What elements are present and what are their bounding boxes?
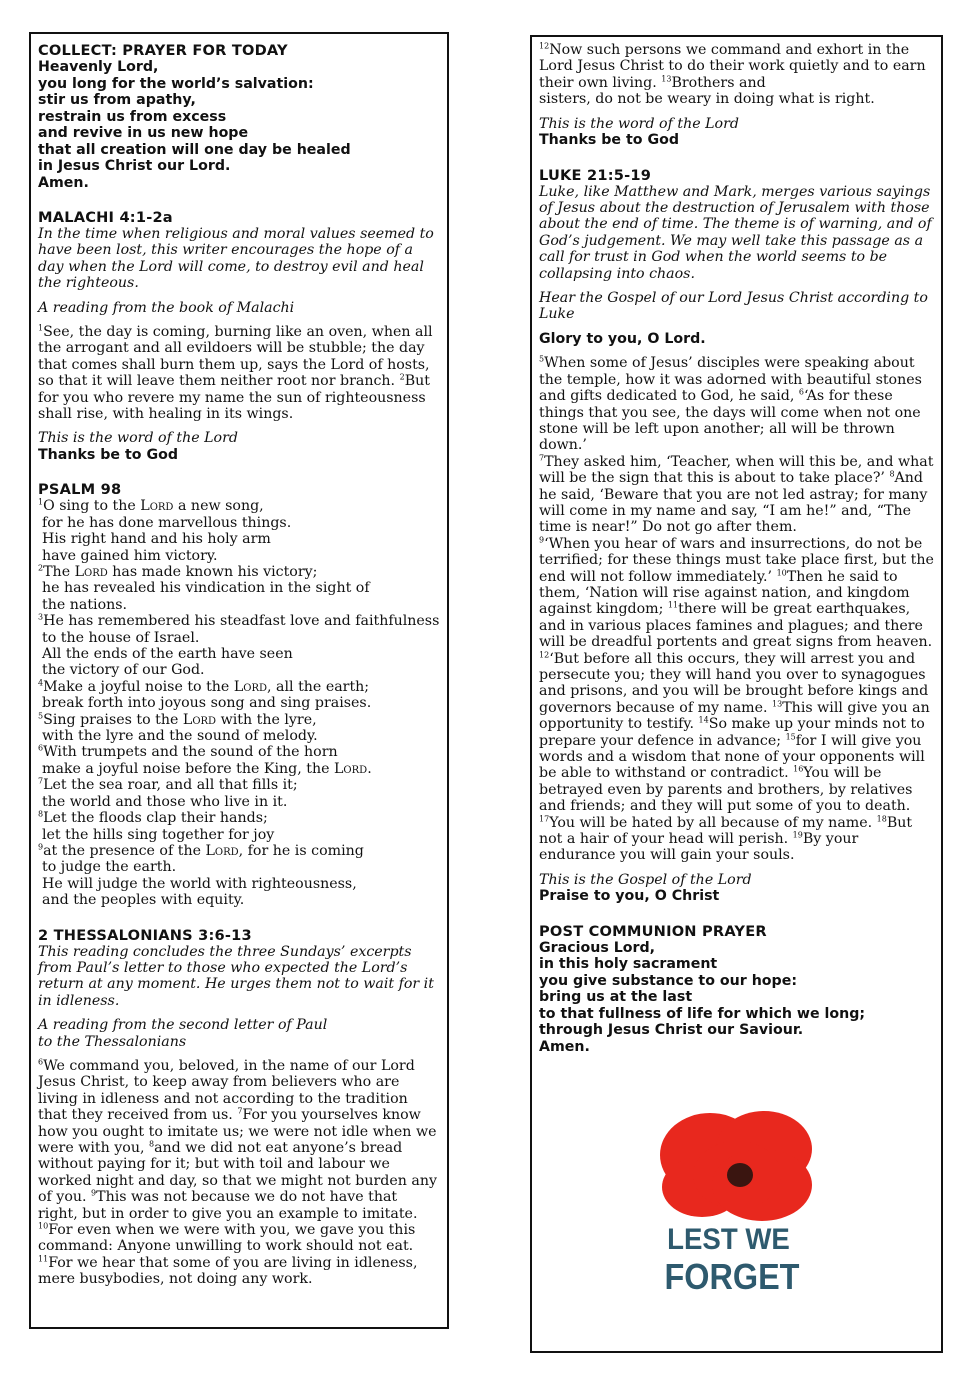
psalm-line: the world and those who live in it.: [42, 793, 288, 810]
prayer-line: to that fullness of life for which we long;: [539, 1005, 866, 1022]
verse-text: For even when we were with you, we gave you this command: Anyone unwilling to work should not eat.: [38, 1222, 416, 1255]
verse-number: 19: [792, 830, 803, 840]
verse-number: 4: [38, 678, 44, 688]
verse-number: 1: [38, 497, 44, 507]
forget-text: FORGET: [664, 1257, 800, 1298]
verse-text: there will be great earthquakes, and in various places famines and plagues; and there will be dreadful portents and great signs from heaven.: [539, 601, 933, 651]
luke-response-italic: This is the Gospel of the Lord: [539, 871, 752, 888]
luke-glory: Glory to you, O Lord.: [539, 330, 706, 347]
malachi-response-italic: This is the word of the Lord: [38, 430, 238, 447]
verse-number: 16: [793, 764, 804, 774]
verse-text: You will be hated by all because of my name.: [549, 814, 877, 831]
psalm-line: with the lyre and the sound of melody.: [42, 728, 318, 745]
psalm-line: he has revealed his vindication in the sight of: [42, 580, 370, 597]
right-column: [530, 35, 943, 1353]
verse-text: Now such persons we command and exhort in the Lord Jesus Christ to do their work quietly and to earn their own living.: [539, 42, 926, 91]
psalm-line: $^4$Make a joyful noise to the Lord, all the earth;: [38, 678, 370, 695]
divine-name: Lord: [334, 760, 368, 777]
thessalonians-reading: [38, 1058, 441, 1288]
verse-number: 6: [38, 1057, 44, 1067]
prayer-line: Heavenly Lord,: [38, 59, 159, 75]
thessalonians-announce-2: to the Thessalonians: [38, 1033, 187, 1050]
luke-paragraph: [539, 454, 935, 536]
collect-section: [38, 42, 441, 191]
verse-number: 2: [399, 372, 405, 382]
verse-text: This will give you an opportunity to testify.: [539, 699, 930, 733]
thessalonians-last-line: sisters, do not be weary in doing what is right.: [539, 91, 875, 108]
prayer-line: Gracious Lord,: [539, 939, 656, 956]
malachi-reading: [38, 324, 441, 422]
verse-number: 13: [661, 74, 672, 84]
prayer-line: in this holy sacrament: [539, 956, 718, 973]
lest-we-text: LEST WE: [667, 1222, 790, 1257]
collect-prayer: [38, 59, 441, 191]
malachi-section: [38, 209, 441, 463]
verse-number: 18: [876, 813, 887, 823]
verse-text: By your endurance you will gain your souls.: [539, 831, 859, 864]
malachi-heading: MALACHI 4:1-2a: [38, 209, 173, 226]
verse-number: 7: [38, 776, 44, 786]
verse-number: 13: [772, 699, 783, 709]
psalm-line: He will judge the world with righteousness,: [42, 875, 357, 892]
verse-text: And he said, ‘Beware that you are not led astray; for many will come in my name and say, “I am he!” and, “The time is near!” Do not go after them.: [539, 470, 928, 536]
thessalonians-reading-continued: [539, 42, 935, 91]
verse-number: 6: [798, 387, 804, 397]
poppy-center: [727, 1163, 753, 1187]
psalm-line: $^2$The Lord has made known his victory;: [38, 563, 318, 580]
luke-response-bold: Praise to you, O Christ: [539, 888, 720, 905]
verse-text: For you yourselves know how you ought to imitate us; we were not idle when we were with you,: [38, 1107, 437, 1156]
verse-number: 10: [38, 1221, 49, 1231]
prayer-line: through Jesus Christ our Saviour.: [539, 1022, 804, 1039]
prayer-line: you give substance to our hope:: [539, 972, 797, 989]
psalm-text: [38, 498, 441, 908]
prayer-line: restrain us from excess: [38, 108, 227, 125]
luke-reading: [539, 355, 935, 864]
psalm-section: [38, 481, 441, 908]
verse-text: ‘But before all this occurs, they will arrest you and persecute you; they will hand you over to synagogues and prisons, and you will be brought before kings and governors because of my name.: [539, 650, 929, 716]
verse-text: But for you who revere my name the sun of righteousness shall rise, with healing in its wings.: [38, 373, 430, 423]
lest-we-forget-poppy-logo: [642, 1107, 832, 1307]
post-communion-section: [539, 923, 935, 1056]
psalm-heading: PSALM 98: [38, 481, 122, 499]
prayer-line: bring us at the last: [539, 989, 693, 1006]
psalm-line: the nations.: [42, 596, 128, 613]
verse-number: 5: [38, 710, 44, 720]
verse-text: We command you, beloved, in the name of our Lord Jesus Christ, to keep away from believers who are living in idleness and not according to the tradition that they received from us.: [38, 1057, 415, 1124]
luke-paragraph: [539, 815, 935, 864]
verse-number: 14: [698, 715, 709, 725]
verse-number: 15: [785, 731, 796, 741]
verse-text: When some of Jesus’ disciples were speaking about the temple, how it was adorned with beautiful stones and gifts dedicated to God, he said,: [539, 355, 922, 405]
malachi-response-bold: Thanks be to God: [38, 446, 179, 463]
left-column: [29, 32, 449, 1329]
psalm-line: and the peoples with equity.: [42, 892, 245, 909]
verse-text: See, the day is coming, burning like an oven, when all the arrogant and all evildoers will be stubble; the day that comes shall burn them up, says the Lord of hosts, so that it will leave them neither root nor branch.: [38, 324, 433, 390]
luke-paragraph: [539, 355, 935, 453]
verse-number: 10: [776, 567, 787, 577]
psalm-line: to the house of Israel.: [42, 629, 200, 646]
psalm-line: $^6$With trumpets and the sound of the horn: [38, 743, 338, 761]
thessalonians-announce-1: A reading from the second letter of Paul: [38, 1017, 328, 1034]
psalm-line: the victory of our God.: [42, 662, 205, 679]
post-communion-heading: POST COMMUNION PRAYER: [539, 922, 767, 940]
verse-text: You will be betrayed even by parents and brothers, by relatives and friends; and they will put some of you to death.: [539, 765, 913, 815]
psalm-line: $^1$O sing to the Lord a new song,: [38, 497, 264, 515]
psalm-line: All the ends of the earth have seen: [42, 646, 293, 663]
divine-name: Lord: [233, 678, 268, 695]
psalm-line: $^9$at the presence of the Lord, for he is coming: [38, 842, 364, 859]
prayer-line: you long for the world’s salvation:: [38, 75, 314, 92]
verse-number: 12: [539, 649, 550, 659]
luke-paragraph: [539, 536, 935, 651]
post-communion-prayer: [539, 940, 935, 1056]
divine-name: Lord: [140, 498, 174, 515]
verse-text: for I will give you words and a wisdom that none of your opponents will be able to withstand or contradict.: [539, 732, 925, 782]
luke-heading: LUKE 21:5-19: [539, 166, 652, 184]
verse-text: Then he said to them, ‘Nation will rise against nation, and kingdom against kingdom;: [539, 568, 910, 618]
verse-number: 5: [539, 354, 545, 364]
verse-number: 8: [38, 809, 44, 819]
luke-paragraph: [539, 651, 935, 815]
psalm-line: have gained him victory.: [42, 547, 218, 564]
psalm-line: His right hand and his holy arm: [42, 531, 271, 548]
verse-number: 11: [667, 600, 679, 610]
prayer-line: in Jesus Christ our Lord.: [38, 158, 231, 174]
psalm-line: $^5$Sing praises to the Lord with the lyre,: [38, 710, 317, 728]
verse-number: 7: [237, 1106, 243, 1116]
verse-number: 8: [148, 1139, 155, 1149]
verse-number: 7: [539, 452, 545, 462]
verse-text: They asked him, ‘Teacher, when will this be, and what will be the sign that this is about to take place?’: [539, 453, 934, 487]
verse-text: ‘As for these things that you see, the days will come when not one stone will be left upon another; all will be thrown down.’: [539, 388, 921, 454]
verse-number: 3: [38, 612, 44, 622]
thessalonians-intro: This reading concludes the three Sundays’ excerpts from Paul’s letter to those who expected the Lord’s return at any moment. He urges them not to wait for it in idleness.: [38, 943, 434, 1009]
thessalonians-heading: 2 THESSALONIANS 3:6-13: [38, 926, 252, 944]
verse-number: 11: [38, 1254, 49, 1264]
prayer-line: stir us from apathy,: [38, 92, 196, 108]
psalm-line: let the hills sing together for joy: [42, 826, 275, 843]
verse-number: 9: [38, 842, 44, 852]
verse-number: 6: [38, 743, 44, 753]
psalm-line: $^7$Let the sea roar, and all that fills it;: [38, 776, 298, 794]
thessalonians-response-bold: Thanks be to God: [539, 132, 680, 149]
verse-text: ‘When you hear of wars and insurrections, do not be terrified; for these things must take place first, but the end will not follow immediately.’: [539, 535, 934, 585]
verse-number: 2: [38, 563, 44, 573]
poppy-icon: [642, 1107, 832, 1307]
verse-number: 1: [38, 323, 44, 333]
verse-text: But not a hair of your head will perish.: [539, 814, 913, 848]
thessalonians-response-italic: This is the word of the Lord: [539, 115, 739, 132]
divine-name: Lord: [205, 842, 239, 859]
psalm-line: $^3$He has remembered his steadfast love and faithfulness: [38, 612, 440, 630]
thessalonians-continued: [539, 42, 935, 149]
psalm-line: to judge the earth.: [42, 859, 177, 876]
prayer-line: Amen.: [539, 1038, 590, 1055]
verse-text: This was not because we do not have that right, but in order to give you an example to imitate.: [38, 1189, 418, 1222]
luke-section: [539, 167, 935, 905]
psalm-line: break forth into joyous song and sing praises.: [42, 695, 372, 712]
prayer-line: and revive in us new hope: [38, 125, 249, 141]
verse-text: For we hear that some of you are living in idleness, mere busybodies, not doing any work.: [38, 1254, 418, 1288]
luke-intro: Luke, like Matthew and Mark, merges various sayings of Jesus about the destruction of Jerusalem with those about the end of time. The theme is of warning, and of God’s judgement. We may well take this passage as a call for trust in God when the world seems to be collapsing into chaos.: [539, 183, 932, 282]
verse-text: Brothers and: [671, 74, 766, 91]
verse-number: 17: [539, 813, 550, 823]
luke-announce: Hear the Gospel of our Lord Jesus Christ according to Luke: [539, 289, 928, 323]
verse-number: 9: [539, 535, 545, 545]
divine-name: Lord: [74, 564, 108, 580]
psalm-line: for he has done marvellous things.: [42, 514, 292, 531]
verse-number: 9: [91, 1188, 97, 1198]
psalm-line: $^8$Let the floods clap their hands;: [38, 809, 268, 827]
divine-name: Lord: [182, 711, 217, 728]
prayer-line: that all creation will one day be healed: [38, 141, 351, 158]
verse-text: and we did not eat anyone’s bread without paying for it; but with toil and labour we worked night and day, so that we might not burden any of you.: [38, 1140, 437, 1206]
psalm-line: make a joyful noise before the King, the Lord.: [42, 760, 372, 777]
verse-number: 8: [889, 469, 895, 479]
thessalonians-section: [38, 927, 441, 1288]
malachi-intro: In the time when religious and moral values seemed to have been lost, this writer encourages the hope of a day when the Lord will come, to destroy evil and heal the righteous.: [38, 226, 434, 292]
malachi-announce: A reading from the book of Malachi: [38, 299, 295, 316]
collect-heading: COLLECT: PRAYER FOR TODAY: [38, 42, 288, 59]
prayer-line: Amen.: [38, 174, 89, 191]
verse-number: 12: [539, 41, 550, 51]
verse-text: So make up your minds not to prepare your defence in advance;: [539, 716, 925, 749]
